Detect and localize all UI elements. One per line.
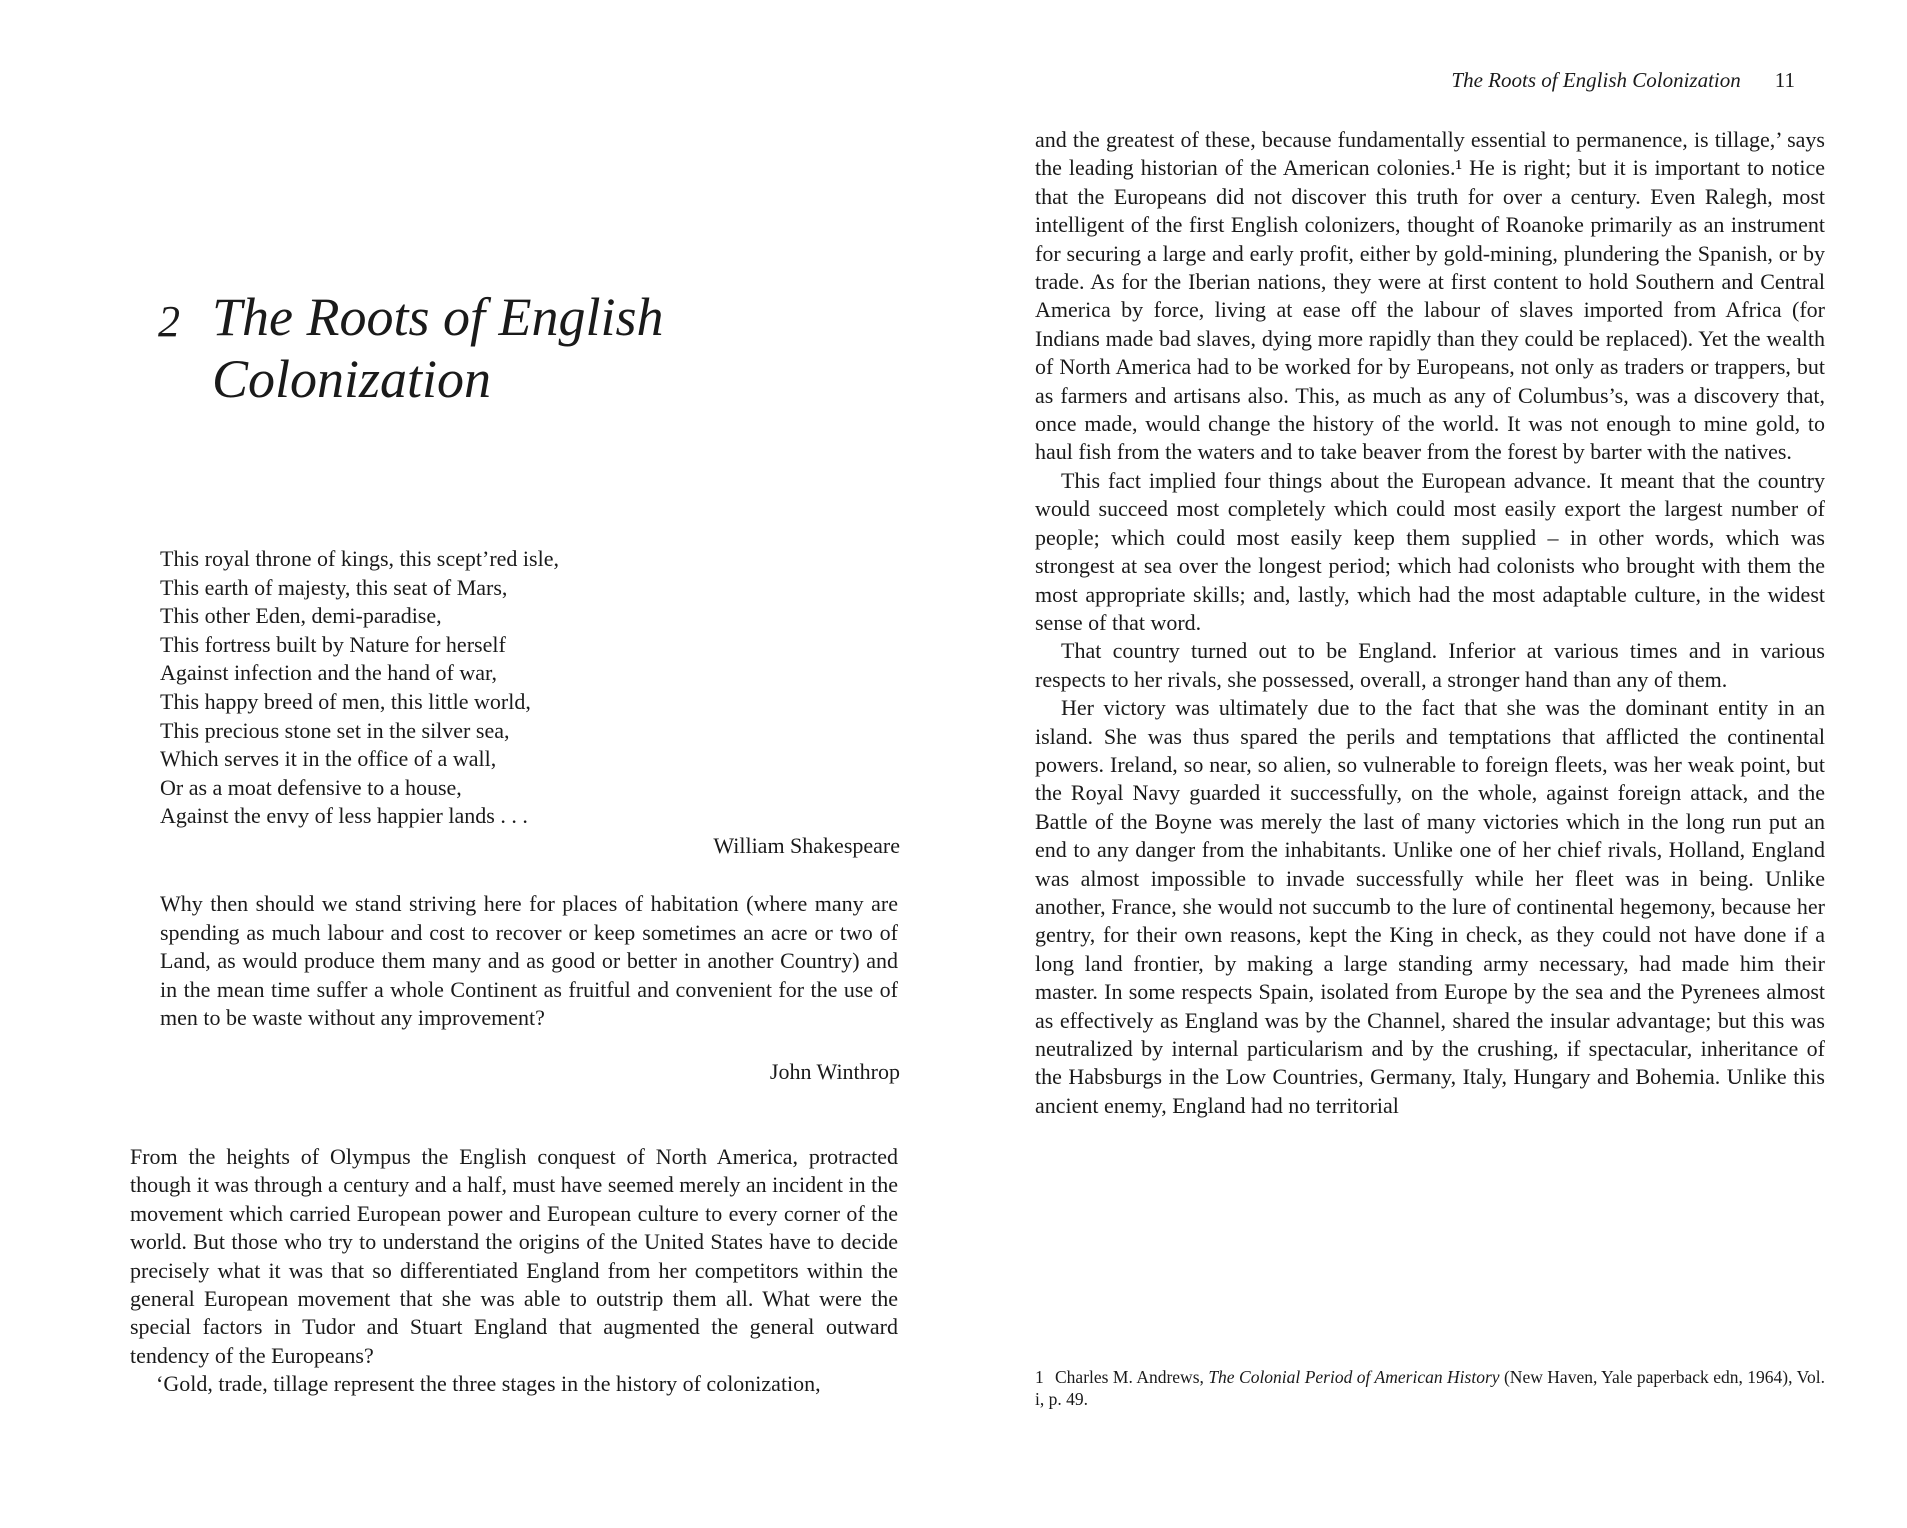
poem-line: Which serves it in the office of a wall, [160,746,497,772]
body-paragraph: From the heights of Olympus the English conquest of North America, protracted though it was through a century and a half, must have seemed merely an incident in the movement which carried European power and European culture to every corner of the world. But those who try to understand the origins of the United States have to decide precisely what it was that so differentiated England from her competitors within the general European movement that she was able to outstrip them all. What were the special factors in Tudor and Stuart England that augmented the general outward tendency of the Europeans? [130,1144,898,1368]
poem-line: Against infection and the hand of war, [160,660,497,686]
poem-line: This fortress built by Nature for herself [160,631,506,657]
right-page [950,0,1907,1528]
poem-line: This happy breed of men, this little world, [160,688,531,714]
footnote-author: Charles M. Andrews, [1055,1367,1209,1387]
body-paragraph: Her victory was ultimately due to the fact that she was the dominant entity in an island. She was thus spared the perils and temptations that afflicted the continental powers. Ireland, so near, so alien, so vulnerable to foreign fleets, was her weak point, but the Royal Navy guarded it successfully, on the whole, against foreign attack, and the Battle of the Boyne was merely the last of many victories which in the long run put an end to any danger from the inhabitants. Unlike one of her chief rivals, Holland, England was almost impossible to invade successfully while her fleet was in being. Unlike another, France, she would not succumb to the lure of continental hegemony, because her gentry, for their own reasons, kept the King in check, as they could not have done if a long land frontier, by making a large standing army necessary, had made him their master. In some respects Spain, isolated from Europe by the sea and the Pyrenees almost as effectively as England was by the Channel, shared the insular advantage; but this was neutralized by internal particularism and by the crushing, if spectacular, inheritance of the Habsburgs in the Low Countries, Germany, Italy, Hungary and Bohemia. Unlike this ancient enemy, England had no territorial [1035,695,1825,1118]
body-paragraph: ‘Gold, trade, tillage represent the three stages in the history of colonization, [156,1371,821,1397]
chapter-heading [158,286,858,410]
running-head [1450,68,1795,93]
epigraph-poem [160,545,900,831]
poem-line: This royal throne of kings, this scept’red isle, [160,546,559,571]
shakespeare-attribution: William Shakespeare [713,833,900,858]
footnote-marker: 1 [1035,1367,1044,1387]
poem-line: This earth of majesty, this seat of Mars, [160,574,508,600]
winthrop-attribution: John Winthrop [769,1059,900,1084]
chapter-number: 2 [158,297,180,346]
body-paragraph: and the greatest of these, because fundamentally essential to permanence, is tillage,’ says the leading historian of the American colonies.¹ He is right; but it is important to notice that the Europeans did not discover this truth for over a century. Even Ralegh, most intelligent of the first English colonizers, thought of Roanoke primarily as an instrument for securing a large and early profit, either by gold-mining, plundering the Spanish, or by trade. As for the Iberian nations, they were at first content to hold Southern and Central America by force, living at ease off the labour of slaves imported from Africa (for Indians made bad slaves, dying more rapidly than they could be replaced). Yet the wealth of North America had to be worked for by Europeans, not only as traders or trappers, but as farmers and artisans also. This, as much as any of Columbus’s, was a discovery that, once made, would change the history of the world. It was not enough to mine gold, to haul fish from the waters and to take beaver from the forest by barter with the natives. [1035,127,1825,465]
poem-line: This precious stone set in the silver sea, [160,717,510,743]
left-page [0,0,950,1528]
chapter-title [158,286,858,410]
left-body-text [130,1143,898,1399]
page-number: 11 [1774,68,1795,92]
right-body-text [1035,126,1825,1120]
poem-line: This other Eden, demi-paradise, [160,603,442,629]
footnote [1035,1366,1825,1410]
body-paragraph: That country turned out to be England. Inferior at various times and in various respects to her rivals, she possessed, overall, a stronger hand than any of them. [1035,638,1825,692]
poem-line: Against the envy of less happier lands . . . [160,803,528,829]
body-paragraph: This fact implied four things about the European advance. It meant that the country would succeed most completely which could most easily export the largest number of people; which could most easily keep them supplied – in other words, which was strongest at sea over the longest period; which had colonists who brought with them the most appropriate skills; and, lastly, which had the most adaptable culture, in the widest sense of that word. [1035,467,1825,635]
running-head-title: The Roots of English Colonization [1451,68,1741,92]
poem-line: Or as a moat defensive to a house, [160,774,462,800]
footnote-work-title: The Colonial Period of American History [1208,1367,1500,1387]
chapter-title-line-1: The Roots of English [212,287,664,347]
epigraph-prose: Why then should we stand striving here for places of habitation (where many are spending as much labour and cost to recover or keep sometimes an acre or two of Land, as would produce them many and as good or better in another Country) and in the mean time suffer a whole Continent as fruitful and convenient for the use of men to be waste without any improvement? [160,891,898,1030]
chapter-title-line-2: Colonization [212,349,492,409]
footnote-details: (New Haven, Yale paperback edn, 1964), Vol. i, p. 49. [1035,1367,1825,1409]
